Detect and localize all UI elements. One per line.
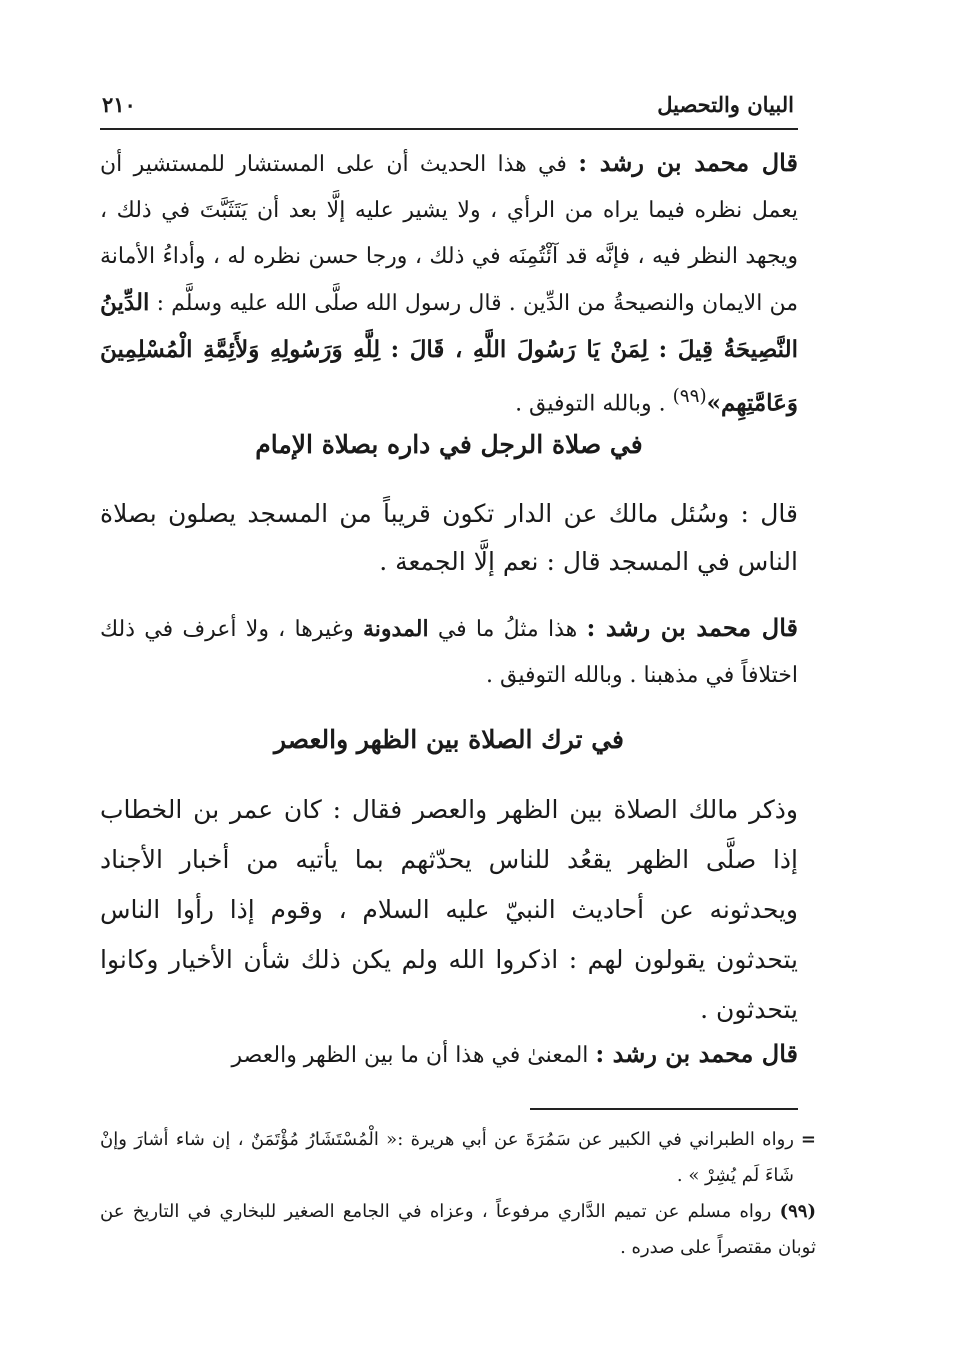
paragraph-commentary-1 xyxy=(100,140,798,427)
footnote-text: رواه مسلم عن تميم الدَّاري مرفوعاً ، وعزاه في الجامع الصغير للبخاري في التاريخ عن ثوبان مقتصراً على صدره . xyxy=(100,1201,816,1258)
hadith-quote: الدِّينُ النَّصِيحَةُ قِيلَ : لِمَنْ يَا رَسُولَ اللَّهِ ، قَالَ : لِلَّهِ وَرَسُولِهِ وَلأَئِمَّةِ الْمُسْلِمِينَ وَعَامَّتِهِم» xyxy=(100,289,798,417)
paragraph-text: في هذا الحديث أن على المستشار للمستشير أن يعمل نظره فيما يراه من الرأي ، ولا يشير عليه إلَّا بعد أن يَتَثَبَّتَ في ذلك ، ويجهد النظر فيه ، فإنَّه قد آئْتُمِنَه في ذلك ، ورجا حسن نظره له ، وأداءُ الأمانة من الايمان والنصيحةُ من الدِّين . قال رسول الله صلَّى الله عليه وسلَّم : xyxy=(100,152,798,316)
speaker-label: قال محمد بن رشد : xyxy=(595,1039,798,1068)
paragraph-narration xyxy=(100,785,798,1035)
running-title: البيان والتحصيل xyxy=(657,92,794,117)
paragraph-commentary-2 xyxy=(100,605,798,699)
book-title: المدونة xyxy=(362,616,429,642)
footnotes xyxy=(100,1122,816,1266)
page-header xyxy=(100,92,798,130)
footnote-text: رواه الطبراني في الكبير عن سَمُرَةَ عن أبي هريرة :« الْمُسْتَشَارُ مُؤْتَمَنٌ ، إن شاء أشارَ وإنْ شَاءَ لَم يُشِرْ » . xyxy=(100,1129,794,1186)
section-heading: في ترك الصلاة بين الظهر والعصر xyxy=(273,725,624,754)
speaker-label: قال محمد بن رشد : xyxy=(578,148,798,177)
speaker-label: قال محمد بن رشد : xyxy=(586,613,798,642)
closing-text: . وبالله التوفيق . xyxy=(515,391,666,417)
paragraph-text: وذكر مالك الصلاة بين الظهر والعصر فقال : كان عمر بن الخطاب إذا صلَّى الظهر يقعُد للناس يحدّثهم بما يأتيه من أخبار الأجناد ويحدثونه عن أحاديث النبيّ عليه السلام ، وقوم إذا رأوا الناس يتحدثون يقولون لهم : اذكروا الله ولم يكن ذلك شأن الأخيار وكانوا يتحدثون . xyxy=(100,795,798,1024)
paragraph-text: قال : وسُئل مالك عن الدار تكون قريباً من المسجد يصلون بصلاة الناس في المسجد قال : نعم إلَّا الجمعة . xyxy=(100,499,798,576)
paragraph-question xyxy=(100,490,798,586)
paragraph-text: وغيرها ، ولا أعرف في ذلك اختلافاً في مذهبنا . وبالله التوفيق . xyxy=(100,617,798,688)
paragraph-text: هذا مثلُ ما في xyxy=(437,617,578,642)
footnote-continued xyxy=(100,1122,816,1194)
continuation-marker: = xyxy=(800,1129,816,1150)
page-number: ٢١٠ xyxy=(102,92,136,117)
section-heading: في صلاة الرجل في داره بصلاة الإمام xyxy=(255,430,643,459)
footnote-number: (٩٩) xyxy=(779,1201,816,1222)
paragraph-commentary-3 xyxy=(100,1032,798,1078)
paragraph-text: المعنىٰ في هذا أن ما بين الظهر والعصر xyxy=(231,1043,589,1068)
footnote-reference: (٩٩) xyxy=(672,386,707,407)
footnote-99 xyxy=(100,1194,816,1266)
footnote-divider xyxy=(530,1108,798,1110)
